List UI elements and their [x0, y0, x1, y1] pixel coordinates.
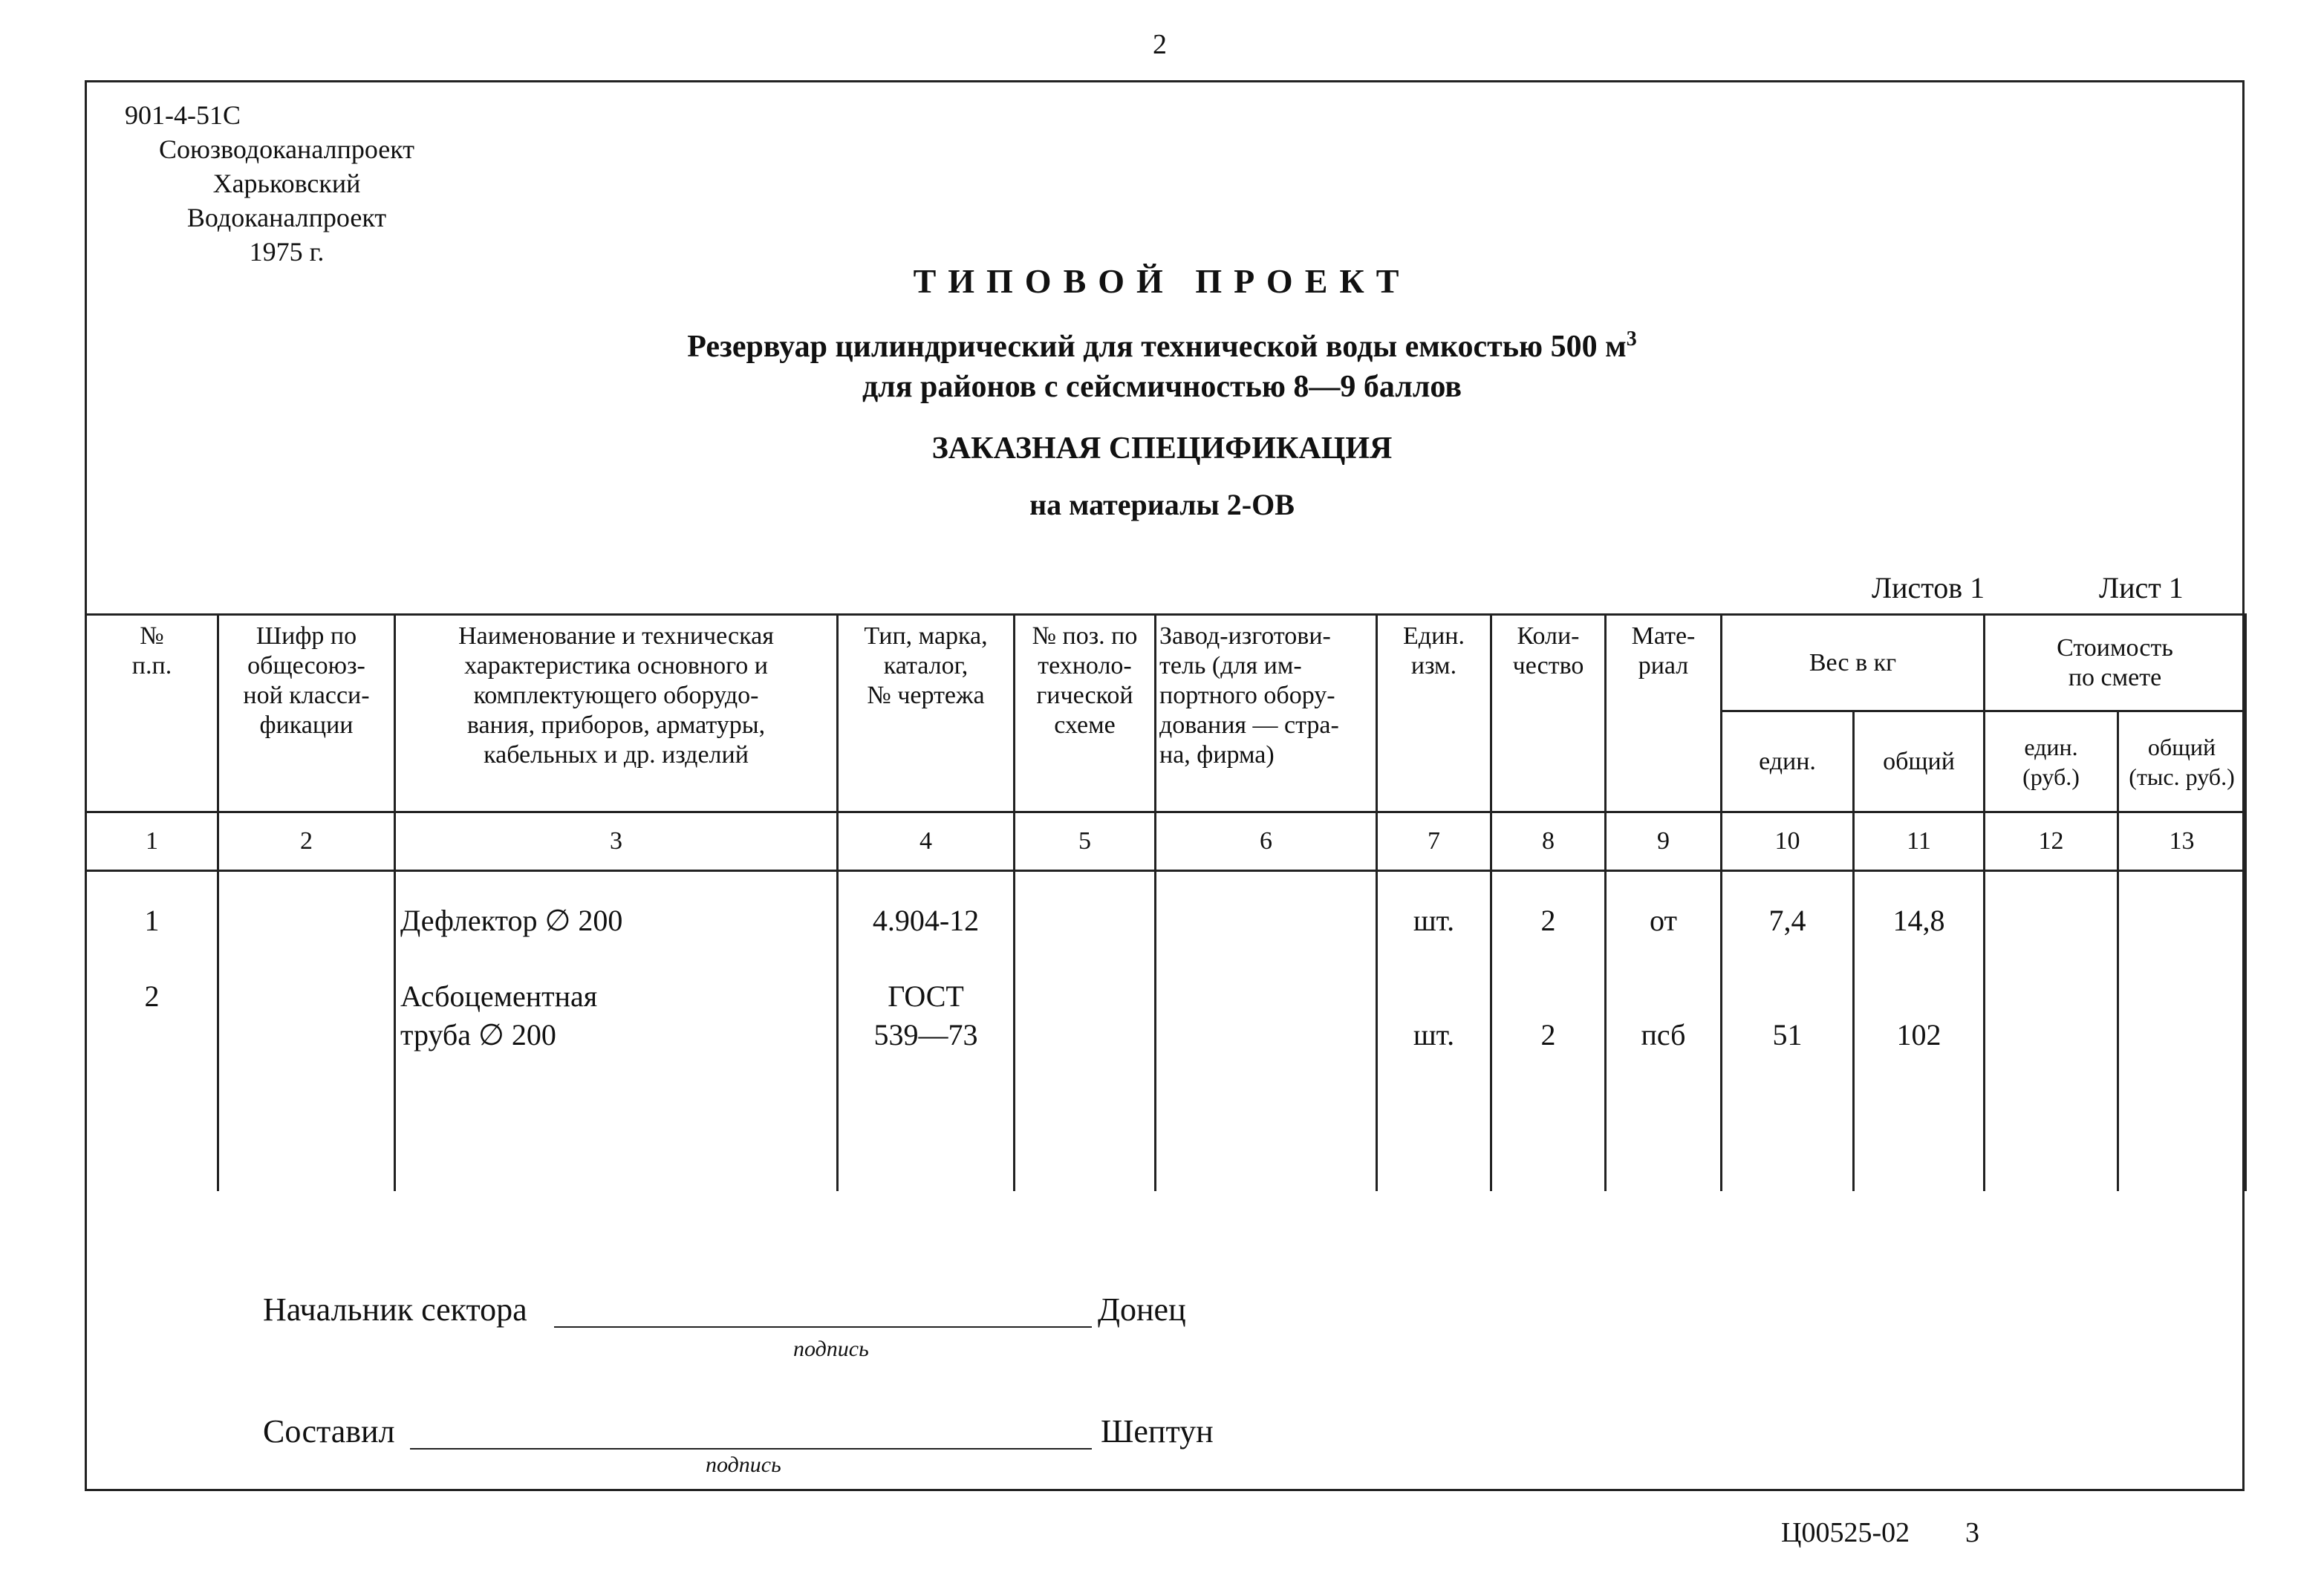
document-code: Ц00525-02	[1781, 1517, 1910, 1548]
header-quantity: Коли- чество	[1491, 615, 1606, 812]
row-2-unit: шт.	[1413, 1018, 1455, 1052]
row-2-quantity: 2	[1540, 1018, 1556, 1052]
header-weight-unit: един.	[1722, 711, 1854, 812]
col-number-5: 5	[1015, 812, 1156, 871]
col-number-9: 9	[1606, 812, 1722, 871]
superscript: 3	[1626, 327, 1637, 351]
signature-2-line	[410, 1448, 1092, 1450]
header-weight: Вес в кг	[1722, 615, 1985, 711]
footer-page-number: 3	[1965, 1517, 1979, 1548]
organization-block	[125, 98, 443, 269]
row-2-material: псб	[1641, 1018, 1686, 1052]
cell-quantity	[1491, 871, 1606, 1192]
col-number-11: 11	[1854, 812, 1985, 871]
signature-1-name: Донец	[1098, 1291, 1186, 1328]
header-type: Тип, марка, каталог, № чертежа	[838, 615, 1015, 812]
header-material: Мате- риал	[1606, 615, 1722, 812]
header-number: № п.п.	[86, 615, 218, 812]
org-line-2: Харьковский	[212, 169, 361, 198]
sheet-current: Лист 1	[2099, 571, 2184, 604]
cell-material	[1606, 871, 1722, 1192]
row-1-weight-unit: 7,4	[1768, 904, 1806, 937]
document-kind: ТИПОВОЙ ПРОЕКТ	[913, 262, 1411, 300]
col-number-3: 3	[395, 812, 838, 871]
cell-number	[86, 871, 218, 1192]
cell-weight-total	[1854, 871, 1985, 1192]
spec-subtitle: на материалы 2-ОВ	[1029, 488, 1295, 521]
project-code: 901-4-51С	[125, 100, 241, 130]
header-cost-unit: един. (руб.)	[1985, 711, 2118, 812]
col-number-2: 2	[218, 812, 395, 871]
cell-weight-unit	[1722, 871, 1854, 1192]
row-1-material: от	[1650, 904, 1677, 937]
cell-code	[218, 871, 395, 1192]
header-unit: Един. изм.	[1377, 615, 1491, 812]
table-row	[86, 871, 2246, 1192]
signature-2-caption: подпись	[706, 1453, 781, 1477]
org-line-3: Водоканалпроект	[186, 203, 387, 232]
signature-2-name: Шептун	[1101, 1413, 1214, 1450]
col-number-4: 4	[838, 812, 1015, 871]
cell-position	[1015, 871, 1156, 1192]
row-2-weight-unit: 51	[1772, 1018, 1803, 1052]
cell-type	[838, 871, 1015, 1192]
row-2-weight-total: 102	[1896, 1018, 1941, 1052]
sheets-total: Листов 1	[1872, 571, 1985, 604]
signature-1-role: Начальник сектора	[263, 1291, 527, 1328]
row-1-name: Дефлектор ∅ 200	[400, 904, 623, 937]
header-position: № поз. по техноло- гической схеме	[1015, 615, 1156, 812]
col-number-8: 8	[1491, 812, 1606, 871]
spec-title: ЗАКАЗНАЯ СПЕЦИФИКАЦИЯ	[931, 431, 1393, 466]
col-number-10: 10	[1722, 812, 1854, 871]
row-1-weight-total: 14,8	[1892, 904, 1945, 937]
col-number-12: 12	[1985, 812, 2118, 871]
org-year: 1975 г.	[249, 237, 325, 267]
col-number-7: 7	[1377, 812, 1491, 871]
row-1-unit: шт.	[1413, 904, 1455, 937]
col-number-13: 13	[2118, 812, 2246, 871]
cell-cost-total	[2118, 871, 2246, 1192]
header-code: Шифр по общесоюз- ной класси- фикации	[218, 615, 395, 812]
header-cost-total: общий (тыс. руб.)	[2118, 711, 2246, 812]
signature-2-role: Составил	[263, 1413, 395, 1450]
row-2-name: Асбоцементная труба ∅ 200	[400, 979, 598, 1052]
row-2-type: ГОСТ 539—73	[873, 979, 978, 1052]
project-title-line-2: для районов с сейсмичностью 8—9 баллов	[862, 370, 1462, 404]
org-line-1: Союзводоканалпроект	[158, 134, 415, 164]
cell-unit	[1377, 871, 1491, 1192]
col-number-6: 6	[1156, 812, 1377, 871]
header-weight-total: общий	[1854, 711, 1985, 812]
page-number: 2	[1153, 29, 1167, 60]
row-1-quantity: 2	[1540, 904, 1556, 937]
row-1-type: 4.904-12	[872, 904, 980, 937]
signature-1-line	[554, 1326, 1092, 1328]
cell-cost-unit	[1985, 871, 2118, 1192]
row-1-number: 1	[144, 904, 160, 937]
cell-manufacturer	[1156, 871, 1377, 1192]
header-name: Наименование и техническая характеристика основного и комплектующего оборудо- вания, приборов, арматуры, кабельных и др. изделий	[395, 615, 838, 812]
project-title	[0, 319, 2324, 407]
col-number-1: 1	[86, 812, 218, 871]
signature-1-caption: подпись	[793, 1337, 869, 1361]
header-manufacturer: Завод-изготови- тель (для им- портного обору- дования — стра- на, фирма)	[1156, 615, 1377, 812]
row-2-number: 2	[144, 979, 160, 1013]
project-title-line-1: Резервуар цилиндрический для технической воды емкостью 500 м	[687, 330, 1627, 364]
specification-table	[85, 613, 2247, 1191]
header-cost: Стоимость по смете	[1985, 615, 2246, 711]
cell-name	[395, 871, 838, 1192]
